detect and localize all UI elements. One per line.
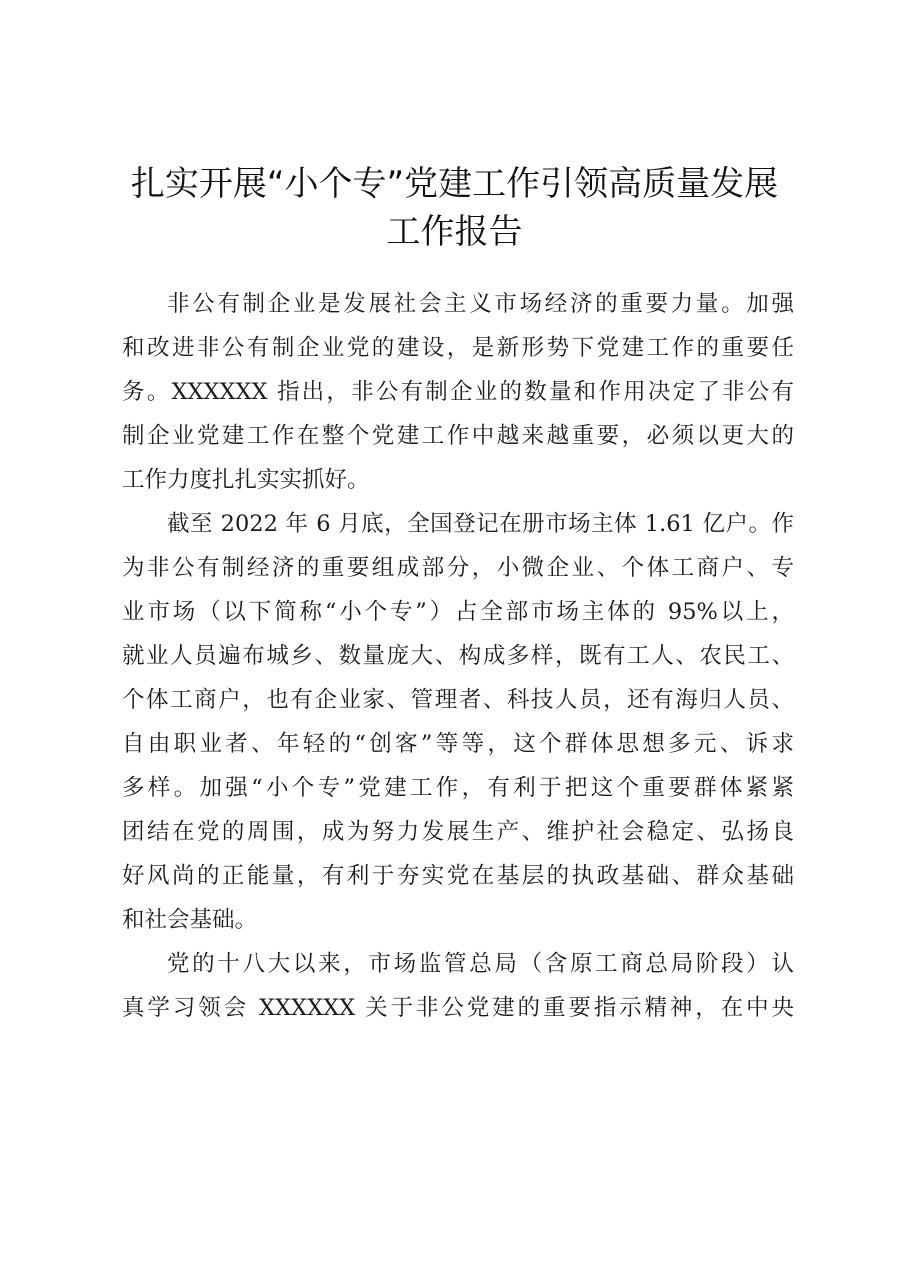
- title-line-2: 工作报告: [386, 212, 523, 252]
- title-line-1: 扎实开展“小个专”党建工作引领高质量发展: [130, 164, 779, 204]
- paragraph-line: 自由职业者、年轻的“创客”等等，这个群体思想多元、诉求: [122, 731, 794, 757]
- paragraph-line: 非公有制企业是发展社会主义市场经济的重要力量。加强: [167, 291, 794, 317]
- paragraph-line: 真学习领会 XXXXXX 关于非公党建的重要指示精神，在中央: [122, 995, 794, 1021]
- paragraph-line: 业市场（以下简称“小个专”）占全部市场主体的 95%以上，: [122, 599, 794, 625]
- document-title: [100, 160, 809, 256]
- paragraph-line: 和社会基础。: [122, 907, 258, 933]
- paragraph-line: 务。XXXXXX 指出，非公有制企业的数量和作用决定了非公有: [122, 379, 794, 405]
- paragraph-line: 和改进非公有制企业党的建设，是新形势下党建工作的重要任: [122, 335, 794, 361]
- paragraph-line: 工作力度扎扎实实抓好。: [122, 467, 370, 493]
- document-body: [122, 282, 794, 1030]
- paragraph-line: 团结在党的周围，成为努力发展生产、维护社会稳定、弘扬良: [122, 819, 794, 845]
- paragraph-line: 为非公有制经济的重要组成部分，小微企业、个体工商户、专: [122, 555, 794, 581]
- paragraph-line: 好风尚的正能量，有利于夯实党在基层的执政基础、群众基础: [122, 863, 794, 889]
- paragraph: [122, 282, 794, 502]
- paragraph-line: 多样。加强“小个专”党建工作，有利于把这个重要群体紧紧: [122, 775, 794, 801]
- paragraph: [122, 502, 794, 942]
- paragraph-line: 个体工商户，也有企业家、管理者、科技人员，还有海归人员、: [122, 687, 794, 713]
- paragraph-line: 党的十八大以来，市场监管总局（含原工商总局阶段）认: [167, 951, 794, 977]
- paragraph-line: 就业人员遍布城乡、数量庞大、构成多样，既有工人、农民工、: [122, 643, 794, 669]
- paragraph-line: 制企业党建工作在整个党建工作中越来越重要，必须以更大的: [122, 423, 794, 449]
- paragraph: [122, 942, 794, 1030]
- paragraph-line: 截至 2022 年 6 月底，全国登记在册市场主体 1.61 亿户。作: [167, 511, 794, 537]
